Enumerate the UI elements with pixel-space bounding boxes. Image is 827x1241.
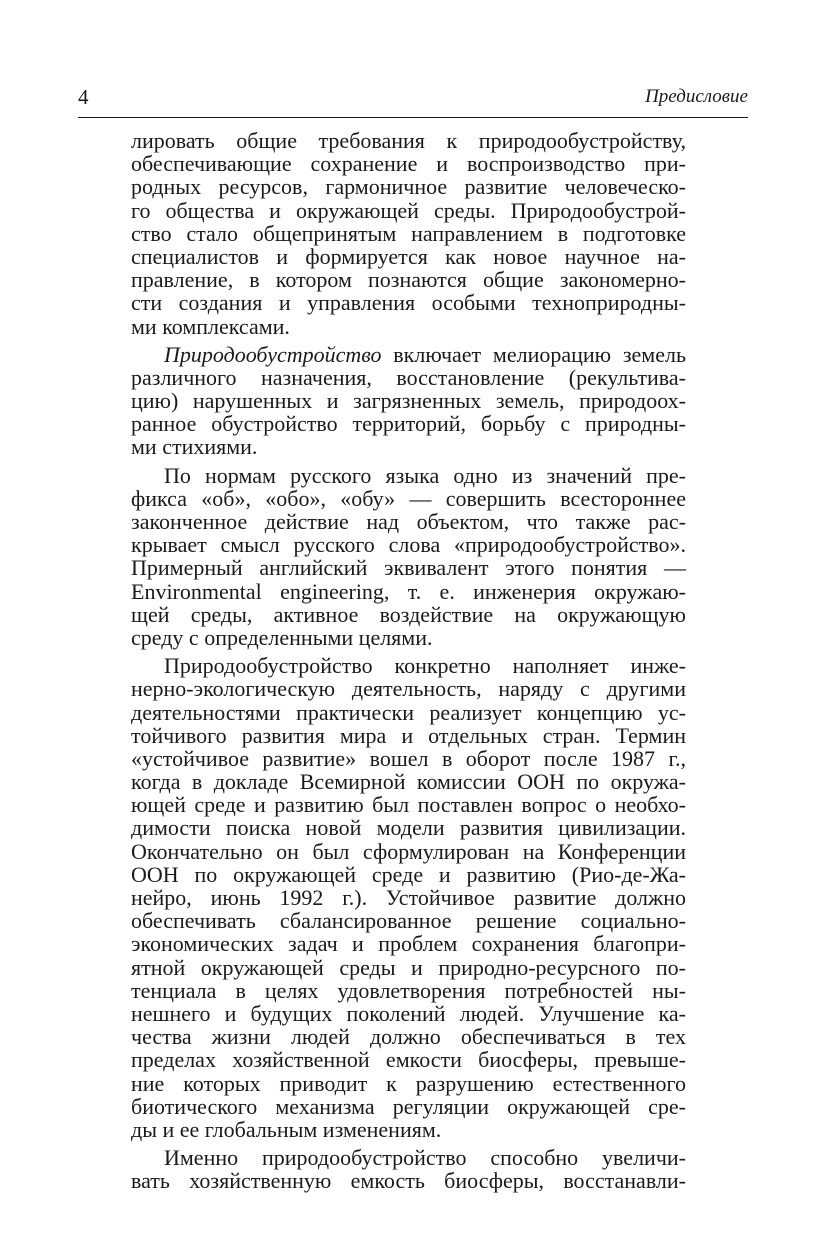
text-line: среду с определенными целями. bbox=[131, 624, 433, 650]
text-line: нешнего и будущих поколений людей. Улучшение ка- bbox=[131, 1000, 686, 1026]
text-line: ранное обустройство территорий, борьбу с природны- bbox=[131, 411, 686, 437]
text-line: ды и ее глобальным изменениям. bbox=[131, 1116, 442, 1142]
section-title: Предисловие bbox=[645, 86, 748, 107]
text-line: Примерный английский эквивалент этого понятия — bbox=[131, 555, 686, 581]
body-text bbox=[131, 129, 686, 1192]
text-line: экономических задач и проблем сохранения благопри- bbox=[131, 931, 686, 957]
text-line: тойчивого развития мира и отдельных стран. Термин bbox=[131, 722, 686, 748]
text-line: фикса «об», «обо», «обу» — совершить всестороннее bbox=[131, 485, 686, 511]
text-line: различного назначения, восстановление (рекультива- bbox=[131, 364, 686, 390]
text-line: По нормам русского языка одно из значений пре- bbox=[164, 462, 686, 488]
text-line: ющей среде и развитию был поставлен вопрос о необхо- bbox=[131, 792, 686, 818]
text-line: ние которых приводит к разрушению естественного bbox=[131, 1070, 686, 1096]
text-line: правление, в котором познаются общие закономерно- bbox=[131, 267, 686, 293]
text-line: обеспечивающие сохранение и воспроизводство при- bbox=[131, 151, 686, 177]
paragraph-2 bbox=[131, 343, 686, 459]
text-line: нерно-экологическую деятельность, наряду с другими bbox=[131, 676, 686, 702]
text-line: го общества и окружающей среды. Природообустрой- bbox=[131, 197, 686, 223]
text-line: ми стихиями. bbox=[131, 434, 258, 460]
text-line: чества жизни людей должно обеспечиваться в тех bbox=[131, 1024, 686, 1050]
text-line: Именно природообустройство способно увеличи- bbox=[164, 1145, 686, 1171]
text-line: димости поиска новой модели развития цивилизации. bbox=[131, 815, 686, 841]
text-line: деятельностями практически реализует концепцию ус- bbox=[131, 699, 686, 725]
text-line: когда в докладе Всемирной комиссии ООН по окружа- bbox=[131, 769, 686, 795]
text-line: нейро, июнь 1992 г.). Устойчивое развитие должно bbox=[131, 885, 686, 910]
italic-term: Природообустройство bbox=[164, 341, 382, 367]
text-line: «устойчивое развитие» вошел в оборот после 1987 г., bbox=[131, 745, 686, 771]
text-line: биотического механизма регуляции окружающей сре- bbox=[131, 1093, 686, 1119]
running-head bbox=[78, 84, 748, 112]
text-line: сти создания и управления особыми технoприродны- bbox=[131, 290, 686, 316]
text-line: лировать общие требования к природообустройству, bbox=[131, 128, 686, 153]
text-line: обеспечивать сбалансированное решение социально- bbox=[131, 908, 686, 934]
text-line: Environmental engineering, т. е. инженерия окружаю- bbox=[131, 578, 686, 604]
text-line bbox=[131, 343, 686, 366]
text-line: ство стало общепринятым направлением в подготовке bbox=[131, 220, 686, 246]
text-line: пределах хозяйственной емкости биосферы, превыше- bbox=[131, 1047, 686, 1073]
text-line: щей среды, активное воздействие на окружающую bbox=[131, 601, 686, 627]
paragraph-1 bbox=[131, 129, 686, 338]
text-line: тенциала в целях удовлетворения потребностей ны- bbox=[131, 977, 686, 1003]
line-rest: включает мелиорацию земель bbox=[381, 341, 686, 367]
paragraph-3 bbox=[131, 464, 686, 650]
text-line: Природообустройство конкретно наполняет инже- bbox=[164, 653, 686, 679]
text-line: крывает смысл русского слова «природообустройство». bbox=[131, 532, 686, 558]
text-line: ятной окружающей среды и природно-ресурсного по- bbox=[131, 954, 686, 980]
text-line: ООН по окружающей среде и развитию (Рио-де-Жа- bbox=[131, 861, 686, 887]
text-line: Окончательно он был сформулирован на Конференции bbox=[131, 838, 686, 864]
text-line: ми комплексами. bbox=[131, 313, 290, 339]
text-line: специалистов и формируется как новое научное на- bbox=[131, 243, 686, 269]
header-rule bbox=[78, 117, 748, 118]
text-line: цию) нарушенных и загрязненных земель, природоох- bbox=[131, 388, 686, 414]
paragraph-5 bbox=[131, 1146, 686, 1192]
text-line: родных ресурсов, гармоничное развитие человеческо- bbox=[131, 174, 686, 200]
page-number: 4 bbox=[78, 85, 89, 109]
paragraph-4 bbox=[131, 654, 686, 1141]
text-line: вать хозяйственную емкость биосферы, восстанавли- bbox=[131, 1168, 686, 1194]
text-line: законченное действие над объектом, что также рас- bbox=[131, 509, 686, 534]
